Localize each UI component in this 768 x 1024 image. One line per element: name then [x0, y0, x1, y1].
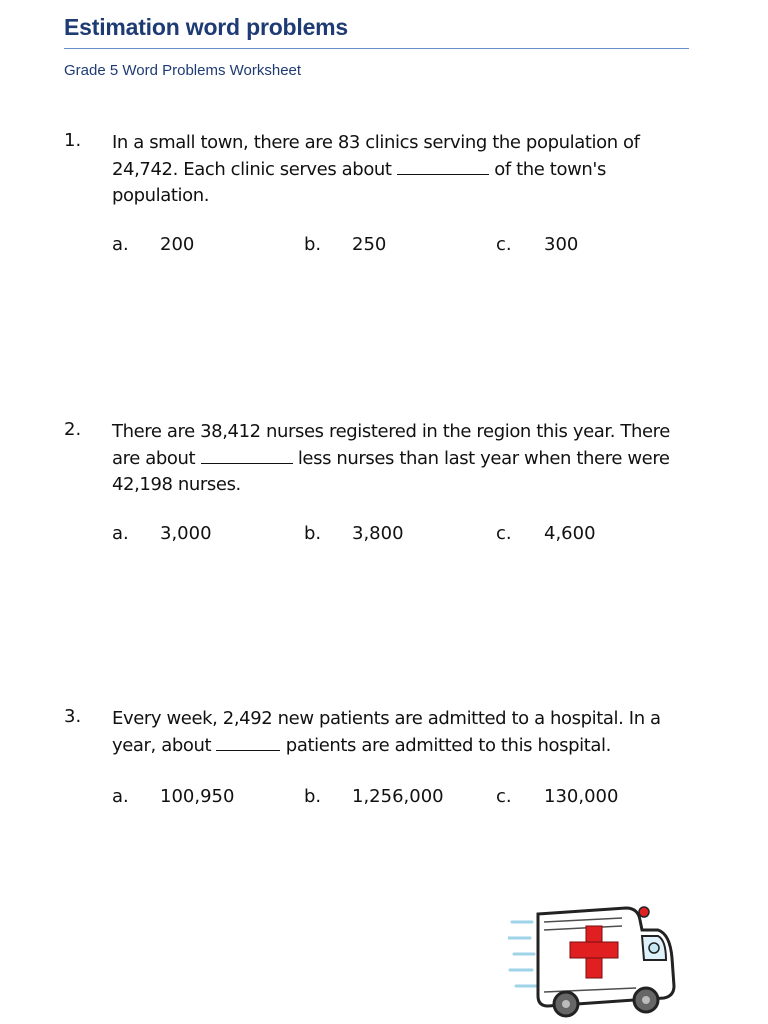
question-number: 3.	[64, 706, 82, 727]
choice-a	[112, 523, 212, 544]
choice-b	[304, 786, 444, 807]
driver	[649, 943, 659, 953]
choice-value: 100,950	[160, 786, 235, 807]
choice-c	[496, 786, 618, 807]
choice-b	[304, 523, 404, 544]
choice-value: 4,600	[544, 523, 596, 544]
choice-letter: c.	[496, 234, 512, 255]
page-title: Estimation word problems	[64, 14, 349, 40]
question-number: 2.	[64, 419, 82, 440]
choice-value: 250	[352, 234, 387, 255]
page-subtitle: Grade 5 Word Problems Worksheet	[64, 62, 302, 79]
question-text: Every week, 2,492 new patients are admitted to a hospital. In a year, about patients are admitted to this hospital.	[112, 708, 661, 756]
answer-blank	[397, 170, 489, 175]
choice-value: 3,000	[160, 523, 212, 544]
choice-value: 300	[544, 234, 579, 255]
choice-letter: b.	[304, 523, 322, 544]
choice-value: 200	[160, 234, 195, 255]
choice-letter: b.	[304, 786, 322, 807]
choice-a	[112, 786, 234, 807]
ambulance-icon	[508, 900, 678, 1020]
choice-letter: a.	[112, 234, 129, 255]
title-divider	[64, 48, 689, 49]
question-text: In a small town, there are 83 clinics serving the population of 24,742. Each clinic serves about of the town's population.	[112, 132, 640, 206]
choice-letter: a.	[112, 786, 129, 807]
choice-value: 3,800	[352, 523, 404, 544]
choice-c	[496, 523, 596, 544]
red-cross-horizontal	[570, 942, 618, 958]
choice-value: 130,000	[544, 786, 619, 807]
choice-letter: b.	[304, 234, 322, 255]
choice-c	[496, 234, 578, 255]
speed-lines	[508, 922, 536, 986]
siren	[639, 907, 649, 917]
question-number: 1.	[64, 130, 82, 151]
choice-a	[112, 234, 194, 255]
choice-letter: c.	[496, 523, 512, 544]
answer-blank	[201, 459, 293, 464]
answer-blank	[216, 746, 280, 751]
choice-letter: c.	[496, 786, 512, 807]
choice-b	[304, 234, 386, 255]
choice-value: 1,256,000	[352, 786, 444, 807]
choice-letter: a.	[112, 523, 129, 544]
question-text: There are 38,412 nurses registered in the region this year. There are about less nurses than last year when there were 42,198 nurses.	[112, 421, 670, 495]
